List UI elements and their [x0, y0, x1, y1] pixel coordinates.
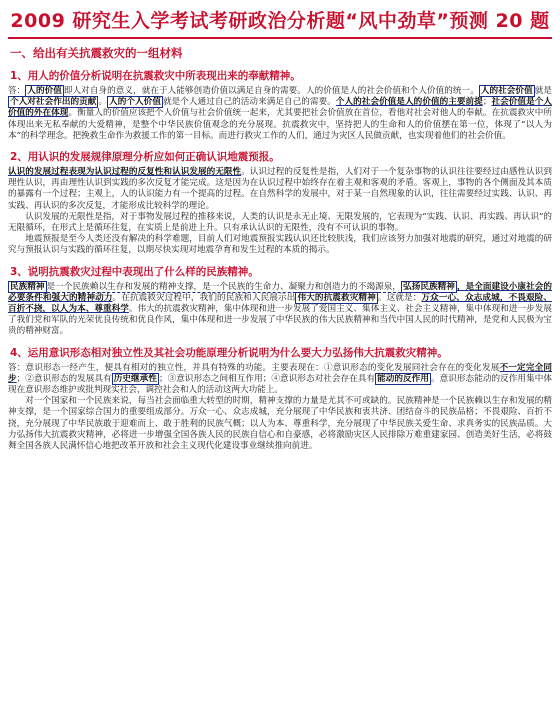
text-run: 。伟大的抗震救灾精神，集中体现和进一步发展了爱国主义、集体主义、社会主义精神，集中体现和进一步发展了我们党和军队的光荣优良传统和优良作风，集中体现和进一步发展了中华民族的伟大民族精神和当代中国人民的时代精神，是党和人民极为宝贵的精神财富。 — [8, 304, 552, 337]
question-3-answer — [8, 282, 552, 338]
term-promote-spirit: 弘扬民族精神 — [403, 281, 455, 292]
text-run: 就是 — [534, 86, 552, 96]
text-run: 即人对自身的意义，就在于人能够创造价值以满足自身的需要。人的价值是人的社会价值和个人价值的统一。 — [63, 86, 479, 96]
term-social-value: 人的社会价值 — [480, 86, 533, 96]
text-run: 。这就是： — [377, 292, 422, 303]
term-relief-spirit: 伟大的抗震救灾精神 — [297, 292, 376, 303]
key-point-motto: 万众一心、众志成城，不畏艰险、百折不挠，以人为本、尊重科学 — [8, 292, 552, 315]
term-human-value: 人的价值 — [27, 86, 62, 96]
term-active-reaction: 能动的反作用 — [377, 373, 429, 384]
term-contribution: 个人对社会作出的贡献 — [10, 97, 97, 108]
question-2-answer-p1 — [8, 167, 552, 212]
text-run: 。认识过程的反复性是指，人们对于一个复杂事物的认识往往要经过由感性认识到理性认识，再由理性认识到实践的多次反复才能完成。这是因为在认识过程中始终存在着主观和客观的矛盾。客观上，事物的各个侧面及其本质的暴露有一个过程；主观上，人的认识能力有一个提高的过程。在自然科学的发展中，对于某一自然现象的认识，往往需要经过实践、认识、再实践、再认识的多次反复，才能形成比较科学的理论。 — [8, 167, 552, 211]
term-historical-inheritance: 历史继承性 — [113, 373, 157, 384]
title-rule — [8, 37, 552, 39]
question-2-answer-p3: 地震预报是至今人类还没有解决的科学难题，目前人们对地震预报实践认识还比较肤浅，我们应该努力加强对地震的研究，通过对地震的研究与预报认识与实践的循环往复，以期尽快实现对地震孕育和发生过程的本质的揭示。 — [8, 234, 552, 256]
text-run: 。衡量人的价值应该把个人价值与社会价值统一起来，尤其要把社会价值放在首位，看他对社会对他人的奉献。在抗震救灾中所体现出来无私奉献的大爱精神，是整个中华民族价值观念的充分展现。抗震救灾中，坚持把人的生命和人的价值摆在第一位，体现了“以人为本”的科学理念。把挽救生命作为救援工作的第一目标。而进行救灾工作的人们，通过为灾区人民做贡献，也实现着他们的社会价值。 — [8, 108, 552, 141]
question-3-heading: 3、说明抗震救灾过程中表现出了什么样的民族精神。 — [10, 265, 259, 278]
text-run: ；③意识形态之间相互作用；④意识形态对社会存在具有 — [158, 373, 376, 384]
key-point-cognition-law: 认识的发展过程表现为认识过程的反复性和认识发展的无限性 — [8, 167, 242, 178]
question-4-heading: 4、运用意识形态相对独立性及其社会功能原理分析说明为什么要大力弘扬伟大抗震救灾精神。 — [10, 346, 448, 359]
key-point-driving-force: ，是全面建设小康社会的必要条件和强大的精神动力 — [8, 281, 552, 303]
text-run: 。意识形态能动的反作用集中体现在意识形态维护或批判现实社会，调控社会和人的活动这两大功能上。 — [8, 373, 552, 396]
text-run: ； — [482, 97, 492, 108]
question-1-heading: 1、用人的价值分析说明在抗震救灾中所表现出来的奉献精神。 — [10, 70, 301, 82]
text-run: 。在抗震救灾过程中，我们的民族和人民展示出 — [112, 292, 296, 303]
section-heading: 一、给出有关抗震救灾的一组材料 — [10, 46, 183, 60]
question-2-heading: 2、用认识的发展规律原理分析应如何正确认识地震预报。 — [10, 151, 280, 164]
answer-prefix: 答： — [8, 86, 26, 96]
text-run: 就是个人通过自己的活动来满足自己的需要。 — [162, 97, 336, 108]
key-point-embodiment: 社会价值是个人价值的外在体现 — [8, 97, 552, 119]
question-1-answer — [8, 86, 552, 142]
question-4-answer-p1 — [8, 363, 552, 397]
key-point-premise: 个人的社会价值是人的价值的主要前提 — [335, 97, 483, 108]
term-national-spirit: 民族精神 — [10, 281, 45, 292]
key-point-not-synchronous: 不一定完全同步 — [8, 362, 552, 384]
question-2-answer-p2: 认识发展的无限性是指，对于事物发展过程的推移来说，人类的认识是永无止境、无限发展的，它表现为“实践、认识、再实践、再认识”的无限循环，在形式上是循环往复，在实质上是前进上升。只有承认认识的无限性，没有不可认识的事物。 — [8, 211, 552, 234]
text-run: ；②意识形态的发展具有 — [16, 373, 112, 384]
term-personal-value: 人的个人价值 — [109, 97, 161, 108]
text-run: 。 — [98, 97, 108, 108]
text-run: 是一个民族赖以生存和发展的精神支撑，是一个民族的生命力、凝聚力和创造力的不竭源泉， — [46, 281, 402, 292]
page-title: 2009 研究生入学考试考研政治分析题“风中劲草”预测 20 题 — [10, 10, 550, 32]
question-4-answer-p2: 对一个国家和一个民族来说，每当社会面临重大转型的时期，精神支撑的力量是尤其不可或缺的。民族精神是一个民族赖以生存和发展的精神支撑，是一个国家综合国力的重要组成部分。万众一心、众志成城，充分展现了中华民族和衷共济、团结奋斗的民族品格；不畏艰险、百折不挠，充分展现了中华民族敢于迎难而上、敢于胜利的民族气概；以人为本、尊重科学，充分展现了中华民族关爱生命、求真务实的民族品质。大力弘扬伟大抗震救灾精神，必将进一步增强全国各族人民的民族自信心和自豪感，必将激励灾区人民排除万难重建家园、创造美好生活，必将鼓舞全国各族人民满怀信心地把改革开放和社会主义现代化建设事业继续推向前进。 — [8, 396, 552, 452]
text-run: 答：意识形态一经产生，便具有相对的独立性，并具有特殊的功能。主要表现在：①意识形态的变化发展同社会存在的变化发展 — [8, 362, 500, 373]
